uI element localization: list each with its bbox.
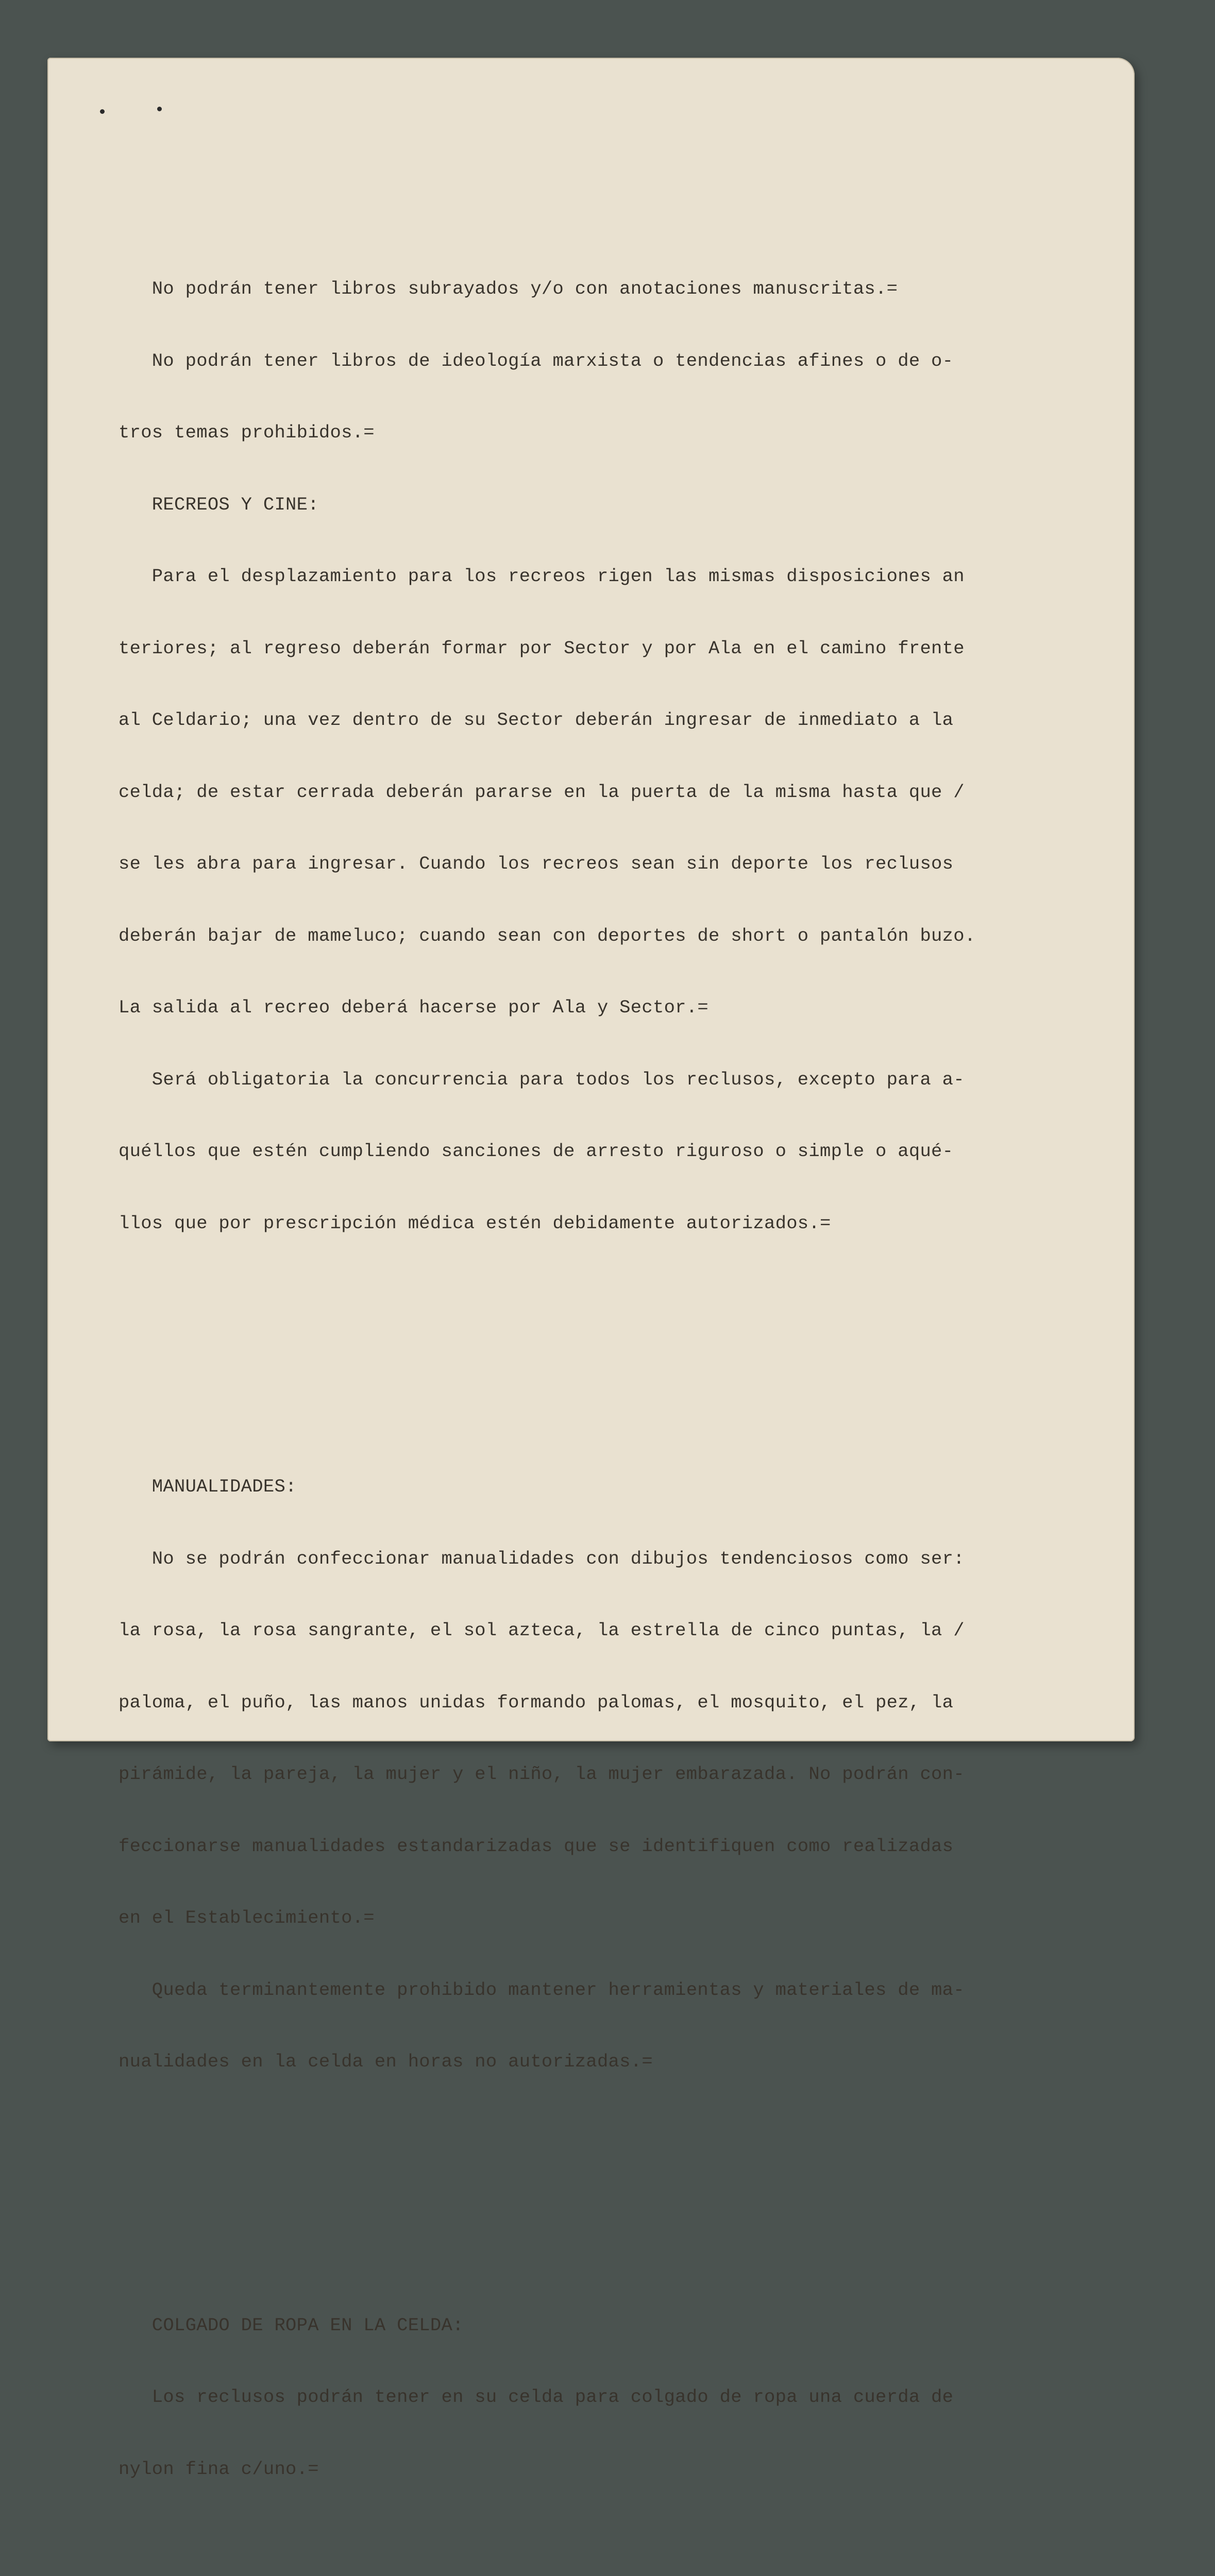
- section-heading: RECREOS Y CINE:: [119, 494, 319, 515]
- section-heading: COLGADO DE ROPA EN LA CELDA:: [119, 2314, 464, 2336]
- text-line: teriores; al regreso deberán formar por Sector y por Ala en el camino frente: [119, 637, 965, 659]
- text-line: deberán bajar de mameluco; cuando sean con deportes de short o pantalón buzo.: [119, 925, 976, 946]
- section-manualidades: [119, 1427, 1108, 2122]
- typed-page: [47, 58, 1135, 2480]
- text-line: se les abra para ingresar. Cuando los recreos sean sin deporte los reclusos: [119, 853, 954, 874]
- text-line: quéllos que estén cumpliendo sanciones de arresto riguroso o simple o aqué-: [119, 1141, 954, 1162]
- text-line: Queda terminantemente prohibido mantener herramientas y materiales de ma-: [119, 1979, 965, 2001]
- punch-mark: [157, 107, 162, 111]
- text-line: La salida al recreo deberá hacerse por Ala y Sector.=: [119, 997, 708, 1018]
- typed-text-body: [119, 181, 1108, 2576]
- punch-mark: [100, 109, 105, 114]
- text-line: Los reclusos podrán tener en su celda para colgado de ropa una cuerda de: [119, 2386, 954, 2408]
- text-line: Para el desplazamiento para los recreos rigen las mismas disposiciones an: [119, 566, 965, 587]
- section-colgado-de-ropa: [119, 2266, 1108, 2530]
- text-line: tros temas prohibidos.=: [119, 422, 375, 443]
- text-line: feccionarse manualidades estandarizadas que se identifiquen como realizadas: [119, 1835, 954, 1857]
- text-line: Será obligatoria la concurrencia para todos los reclusos, excepto para a-: [119, 1069, 965, 1090]
- text-line: llos que por prescripción médica estén debidamente autorizados.=: [119, 1212, 831, 1234]
- text-line: al Celdario; una vez dentro de su Sector deberán ingresar de inmediato a la: [119, 709, 954, 731]
- section-heading: MANUALIDADES:: [119, 1476, 297, 1497]
- text-line: nylon fina c/uno.=: [119, 2458, 319, 2480]
- text-line: la rosa, la rosa sangrante, el sol azteca, la estrella de cinco puntas, la /: [119, 1620, 965, 1641]
- section-libros-recreos: [119, 229, 1108, 1283]
- text-line: No podrán tener libros subrayados y/o con anotaciones manuscritas.=: [119, 278, 898, 299]
- text-line: pirámide, la pareja, la mujer y el niño, la mujer embarazada. No podrán con-: [119, 1764, 965, 1785]
- text-line: No podrán tener libros de ideología marxista o tendencias afines o de o-: [119, 350, 954, 371]
- text-line: en el Establecimiento.=: [119, 1907, 375, 1928]
- text-line: paloma, el puño, las manos unidas formando palomas, el mosquito, el pez, la: [119, 1691, 954, 1713]
- text-line: celda; de estar cerrada deberán pararse en la puerta de la misma hasta que /: [119, 781, 965, 803]
- text-line: nualidades en la celda en horas no autorizadas.=: [119, 2051, 653, 2072]
- text-line: No se podrán confeccionar manualidades con dibujos tendenciosos como ser:: [119, 1548, 965, 1569]
